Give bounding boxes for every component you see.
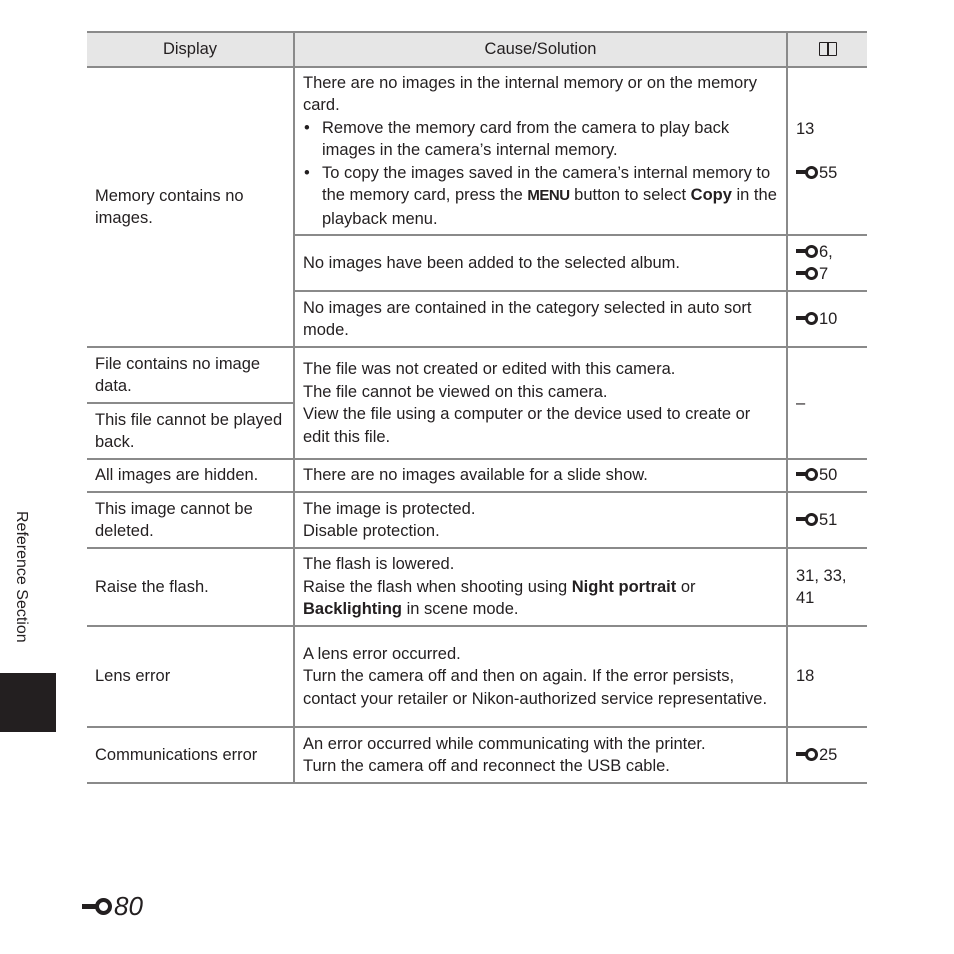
table-row [87,67,867,235]
error-messages-table [87,31,867,784]
table-row [87,727,867,783]
reference-section-icon [796,166,818,179]
cause-cell: The flash is lowered. Raise the flash when shooting using Night portrait or Backlighting in scene mode. [294,548,787,626]
page-ref-cell: 18 [787,626,867,727]
section-side-label: Reference Section [13,511,30,643]
section-tab-marker [0,673,56,732]
reference-section-icon [796,267,818,280]
cause-cell: There are no images available for a slide show. [294,459,787,492]
page-ref-cell: 25 [787,727,867,783]
cause-cell: No images have been added to the selected album. [294,235,787,291]
header-page-ref [787,32,867,67]
page-ref-cell: – [787,347,867,459]
table-row [87,626,867,727]
table-row [87,459,867,492]
reference-section-icon [796,312,818,325]
cause-cell: There are no images in the internal memory or on the memory card. • Remove the memory card from the camera to play back images in the camera’s internal memory. • To copy the images saved in the camera’s internal memory to the memory card, press the MENU button to select Copy in the playback menu. [294,67,787,235]
reference-section-icon [796,513,818,526]
reference-section-icon [796,245,818,258]
cause-cell: No images are contained in the category selected in auto sort mode. [294,291,787,347]
cause-cell: A lens error occurred. Turn the camera off and then on again. If the error persists, contact your retailer or Nikon-authorized service representative. [294,626,787,727]
cause-cell: The file was not created or edited with this camera. The file cannot be viewed on this camera. View the file using a computer or the device used to create or edit this file. [294,347,787,459]
display-cell: Raise the flash. [87,548,294,626]
display-cell: Communications error [87,727,294,783]
table-row [87,492,867,548]
solution-list [303,117,778,231]
page-number: 80 [82,891,143,922]
display-cell: Lens error [87,626,294,727]
display-cell: Memory contains no images. [87,67,294,347]
table-row [87,347,867,403]
display-cell: This file cannot be played back. [87,403,294,459]
display-cell: This image cannot be deleted. [87,492,294,548]
header-cause-solution: Cause/Solution [294,32,787,67]
copy-label: Copy [690,186,732,205]
page-ref-cell: 6, 7 [787,235,867,291]
header-display: Display [87,32,294,67]
display-cell: All images are hidden. [87,459,294,492]
list-item: • Remove the memory card from the camera to play back images in the camera’s internal memory. [303,117,778,162]
table-row [87,548,867,626]
page-ref-cell: 50 [787,459,867,492]
reference-section-icon [796,468,818,481]
display-cell: File contains no image data. [87,347,294,403]
backlighting-label: Backlighting [303,600,403,619]
page-ref-cell: 10 [787,291,867,347]
cause-cell: The image is protected. Disable protection. [294,492,787,548]
cause-cell: An error occurred while communicating with the printer. Turn the camera off and reconnect the USB cable. [294,727,787,783]
page-ref-cell: 51 [787,492,867,548]
page-ref-cell: 31, 33, 41 [787,548,867,626]
night-portrait-label: Night portrait [571,577,677,596]
table-header-row [87,32,867,67]
reference-section-icon [82,898,112,916]
page-ref-cell: 13 55 [787,67,867,235]
menu-button-glyph: MENU [527,187,570,205]
reference-section-icon [796,748,818,761]
list-item: • To copy the images saved in the camera’s internal memory to the memory card, press the MENU button to select Copy in the playback menu. [303,162,778,231]
book-icon [819,42,837,56]
